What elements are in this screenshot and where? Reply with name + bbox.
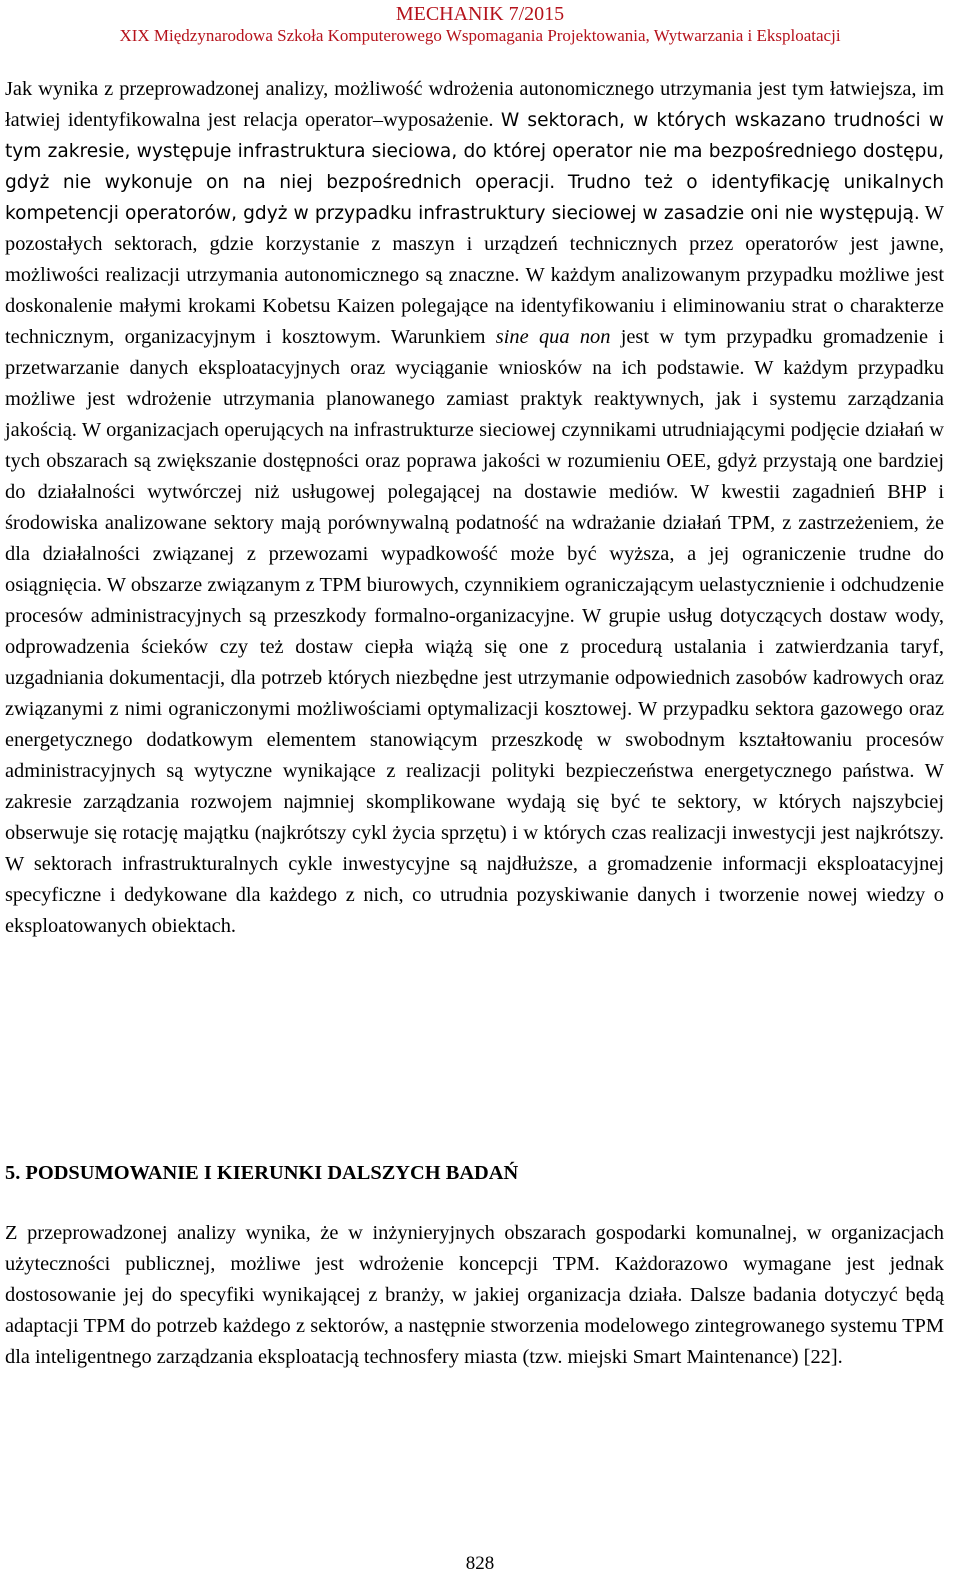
main-paragraph bbox=[5, 74, 944, 942]
paragraph-segment: W pozostałych sektorach, gdzie korzystanie z maszyn i urządzeń technicznych przez operatorów jest jawne, możliwości realizacji utrzymania autonomicznego są znaczne. bbox=[5, 202, 945, 286]
journal-title: MECHANIK 7/2015 bbox=[395, 3, 565, 25]
running-header bbox=[0, 3, 960, 47]
summary-paragraph: Z przeprowadzonej analizy wynika, że w inżynieryjnych obszarach gospodarki komunalnej, w organizacjach użyteczności publicznej, możliwe jest wdrożenie koncepcji TPM. Każdorazowo wymagane jest jednak dostosowanie jej do specyfiki wynikającej z branży, w jakiej organizacja działa. Dalsze badania dotyczyć będą adaptacji TPM do potrzeb każdego z sektorów, a następnie stworzenia modelowego zintegrowanego systemu TPM dla inteligentnego zarządzania eksploatacją technosfery miasta (tzw. miejski Smart Maintenance) [22]. bbox=[5, 1222, 944, 1368]
section-heading: 5. PODSUMOWANIE I KIERUNKI DALSZYCH BADAŃ bbox=[5, 1162, 519, 1184]
paragraph-segment: W każdym przypadku możliwe jest wdrożenie utrzymania planowanego zamiast praktyk reaktywnych, jak i systemu zarządzania jakością. W organizacjach operujących na infrastrukturze sieciowej czynnikami utrudniającymi podjęcie działań w tych obszarach są zwiększanie dostępności oraz poprawa jakości w rozumieniu OEE, gdyż przystają one bardziej do działalności wytwórczej niż usługowej polegającej na dostawie mediów. W kwestii zagadnień BHP i środowiska analizowane sektory mają porównywalną podatność na wdrażanie działań TPM, z zastrzeżeniem, że dla działalności związanej z przewozami wypadkowość może być wyższa, a jej ograniczenie trudne do osiągnięcia. W obszarze związanym z TPM biurowych, czynnikiem ograniczającym uelastycznienie i odchudzenie procesów administracyjnych są przeszkody formalno-organizacyjne. W grupie usług dotyczących dostaw wody, odprowadzenia ścieków czy też dostaw ciepła wiążą się one z procedurą ustalania i zatwierdzania taryf, uzgadniania dokumentacji, dla potrzeb których niezbędne jest utrzymanie odpowiednich zasobów kadrowych oraz związanymi z nimi ograniczonymi możliwościami optymalizacji kosztowej. W przypadku sektora gazowego oraz energetycznego dodatkowym elementem stanowiącym przeszkodę w swobodnym kształtowaniu procesów administracyjnych są wytyczne wynikające z realizacji polityki bezpieczeństwa energetycznego państwa. W zakresie zarządzania rozwojem najmniej skomplikowane wydają się być te sektory, w których najszybciej obserwuje się rotację majątku (najkrótszy cykl życia sprzętu) i w których czas realizacji inwestycji jest najkrótszy. W sektorach infrastrukturalnych cykle inwestycyjne są najdłuższe, a gromadzenie informacji eksploatacyjnej specyficzne i dedykowane dla każdego z nich, co utrudnia pozyskiwanie danych i tworzenie nowej wiedzy o eksploatowanych obiektach. bbox=[5, 357, 944, 937]
paragraph-segment: W każdym analizowanym przypadku możliwe jest doskonalenie małymi krokami Kobetsu Kaizen polegające na identyfikowaniu i eliminowaniu strat o charakterze technicznym, organizacyjnym i kosztowym. bbox=[5, 264, 945, 348]
paragraph-segment: W sektorach, w których wskazano trudności w tym zakresie, występuje infrastruktura sieciowa, do której operator nie ma bezpośredniego dostępu, gdyż nie wykonuje on na niej bezpośrednich operacji. bbox=[5, 110, 944, 193]
paragraph-segment: Trudno też o identyfikację unikalnych kompetencji operatorów, gdyż w przypadku infrastruktury sieciowej w zasadzie oni nie występują. bbox=[5, 172, 944, 224]
paragraph-segment: Warunkiem bbox=[390, 326, 486, 348]
conference-title: XIX Międzynarodowa Szkoła Komputerowego Wspomagania Projektowania, Wytwarzania i Eksploatacji bbox=[119, 26, 841, 45]
latin-phrase: sine qua non bbox=[495, 326, 611, 348]
page-number: 828 bbox=[465, 1553, 495, 1574]
paragraph-segment: jest w tym przypadku gromadzenie i przetwarzanie danych eksploatacyjnych oraz wyciąganie wniosków na ich podstawie. bbox=[5, 326, 944, 379]
paragraph-segment: Jak wynika z przeprowadzonej analizy, możliwość wdrożenia autonomicznego utrzymania jest tym łatwiejsza, im łatwiej identyfikowalna jest relacja operator–wyposażenie. bbox=[5, 78, 944, 131]
